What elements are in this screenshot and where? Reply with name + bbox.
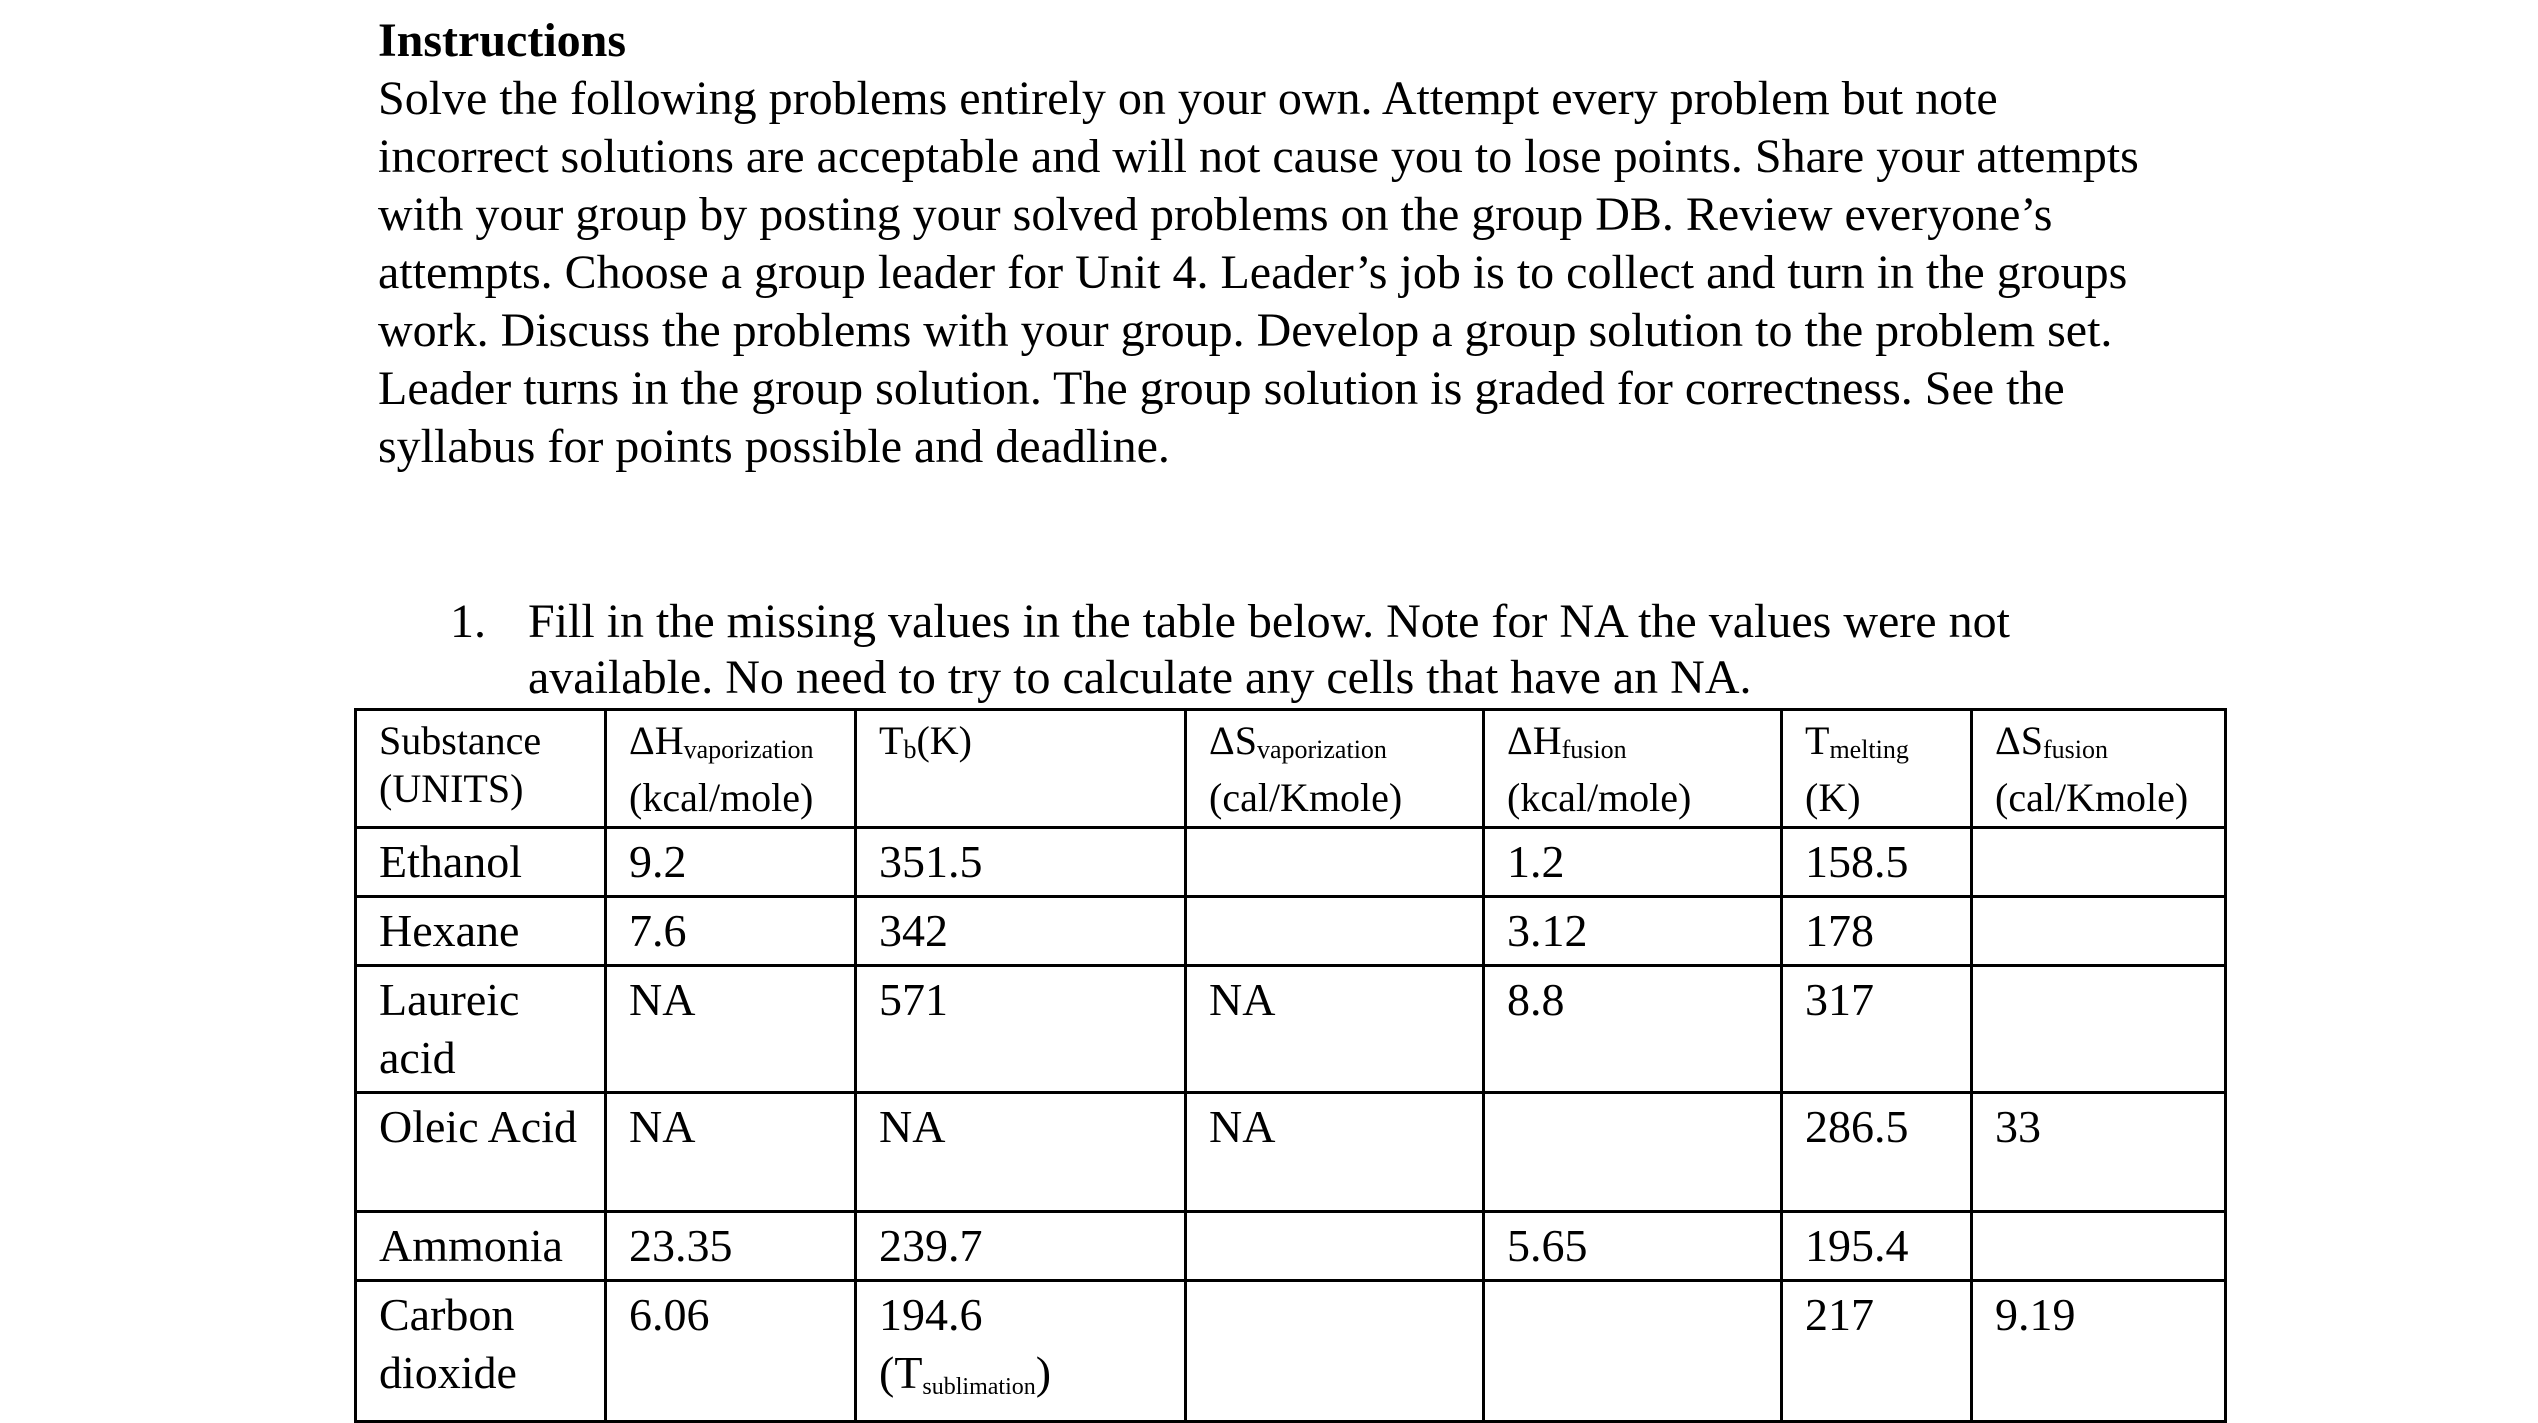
cell-tb: 342 (856, 897, 1186, 966)
thermo-data-table (354, 708, 2227, 1423)
cell-substance: Laureic acid (356, 966, 606, 1093)
header-substance-units: (UNITS) (379, 766, 524, 811)
instructions-paragraph: Solve the following problems entirely on your own. Attempt every problem but note incorrect solutions are acceptable and will not cause you to lose points. Share your attempts with your group by posting your solved problems on the group DB. Review everyone’s attempts. Choose a group leader for Unit 4. Leader’s job is to collect and turn in the groups work. Discuss the problems with your group. Develop a group solution to the problem set. Leader turns in the group solution. The group solution is graded for correctness. See the syllabus for points possible and deadline. (378, 72, 2139, 473)
cell-ds-fusion (1972, 1212, 2226, 1281)
cell-tb-note-subscript: sublimation (922, 1374, 1036, 1400)
header-symbol: ΔH (1507, 718, 1562, 763)
cell-tb-note: (T (879, 1347, 923, 1398)
header-substance (356, 710, 606, 828)
header-symbol: ΔS (1995, 718, 2043, 763)
cell-t-melting: 195.4 (1782, 1212, 1972, 1281)
cell-ds-vaporization (1186, 828, 1484, 897)
header-t-melting (1782, 710, 1972, 828)
cell-dh-fusion: 3.12 (1484, 897, 1782, 966)
header-ds-vaporization (1186, 710, 1484, 828)
cell-dh-vaporization: NA (606, 1093, 856, 1212)
header-subscript: fusion (2042, 735, 2108, 764)
table-row (356, 828, 2226, 897)
header-symbol: T (879, 718, 904, 763)
cell-ds-vaporization: NA (1186, 966, 1484, 1093)
cell-dh-fusion: 8.8 (1484, 966, 1782, 1093)
header-subscript: vaporization (1256, 735, 1387, 764)
cell-dh-vaporization: 9.2 (606, 828, 856, 897)
cell-ds-vaporization: NA (1186, 1093, 1484, 1212)
cell-tb-note-close: ) (1035, 1347, 1052, 1398)
cell-dh-fusion (1484, 1281, 1782, 1422)
cell-dh-fusion: 1.2 (1484, 828, 1782, 897)
problem-1 (450, 594, 2170, 706)
cell-dh-fusion (1484, 1093, 1782, 1212)
cell-t-melting: 317 (1782, 966, 1972, 1093)
table-row (356, 897, 2226, 966)
cell-t-melting: 178 (1782, 897, 1972, 966)
header-units: (K) (1805, 775, 1861, 820)
cell-ds-fusion: 9.19 (1972, 1281, 2226, 1422)
cell-ds-fusion: 33 (1972, 1093, 2226, 1212)
cell-tb-value: 194.6 (879, 1289, 983, 1340)
cell-dh-vaporization: 6.06 (606, 1281, 856, 1422)
cell-ds-fusion (1972, 966, 2226, 1093)
header-tb (856, 710, 1186, 828)
header-subscript: vaporization (683, 735, 814, 764)
header-units: (cal/Kmole) (1995, 775, 2189, 820)
table-header-row (356, 710, 2226, 828)
cell-tb: NA (856, 1093, 1186, 1212)
header-units: (K) (916, 718, 972, 763)
problem-number: 1. (450, 595, 486, 648)
header-substance-label: Substance (379, 718, 542, 763)
cell-substance: Ethanol (356, 828, 606, 897)
cell-dh-vaporization: 23.35 (606, 1212, 856, 1281)
header-symbol: T (1805, 718, 1830, 763)
header-symbol: ΔH (629, 718, 684, 763)
cell-substance: Carbon dioxide (356, 1281, 606, 1422)
cell-substance: Ammonia (356, 1212, 606, 1281)
cell-tb: 571 (856, 966, 1186, 1093)
header-symbol: ΔS (1209, 718, 1257, 763)
page-heading: Instructions (378, 14, 627, 67)
cell-substance: Oleic Acid (356, 1093, 606, 1212)
problem-text: Fill in the missing values in the table below. Note for NA the values were not available. No need to try to calculate any cells that have an NA. (528, 595, 2010, 704)
cell-dh-vaporization: NA (606, 966, 856, 1093)
cell-ds-fusion (1972, 897, 2226, 966)
table-row (356, 1281, 2226, 1422)
cell-tb: 239.7 (856, 1212, 1186, 1281)
header-subscript: b (903, 735, 917, 764)
cell-ds-fusion (1972, 828, 2226, 897)
header-subscript: melting (1829, 735, 1909, 764)
cell-ds-vaporization (1186, 897, 1484, 966)
cell-t-melting: 217 (1782, 1281, 1972, 1422)
header-dh-fusion (1484, 710, 1782, 828)
table-row (356, 966, 2226, 1093)
header-ds-fusion (1972, 710, 2226, 828)
cell-t-melting: 286.5 (1782, 1093, 1972, 1212)
header-subscript: fusion (1561, 735, 1627, 764)
cell-ds-vaporization (1186, 1212, 1484, 1281)
cell-substance: Hexane (356, 897, 606, 966)
cell-dh-vaporization: 7.6 (606, 897, 856, 966)
table-row (356, 1212, 2226, 1281)
table-row (356, 1093, 2226, 1212)
header-dh-vaporization (606, 710, 856, 828)
cell-tb (856, 1281, 1186, 1422)
header-units: (cal/Kmole) (1209, 775, 1403, 820)
cell-t-melting: 158.5 (1782, 828, 1972, 897)
header-units: (kcal/mole) (1507, 775, 1692, 820)
header-units: (kcal/mole) (629, 775, 814, 820)
cell-tb: 351.5 (856, 828, 1186, 897)
cell-dh-fusion: 5.65 (1484, 1212, 1782, 1281)
cell-ds-vaporization (1186, 1281, 1484, 1422)
